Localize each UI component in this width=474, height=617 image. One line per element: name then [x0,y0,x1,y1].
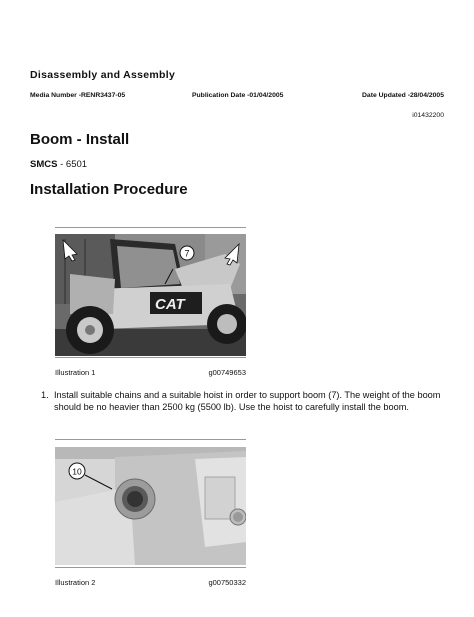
media-number: Media Number -RENR3437-05 [30,92,126,99]
illustration-2-caption [55,578,246,587]
illustration-1-top-rule [55,227,246,228]
date-updated: Date Updated -28/04/2005 [362,92,444,99]
illustration-1-caption [55,368,246,377]
illustration-2-bottom-rule [55,567,246,568]
illustration-1-image [55,234,246,356]
procedure-heading: Installation Procedure [30,181,188,198]
illustration-2-top-rule [55,439,246,440]
illustration-1-code: g00749653 [208,368,246,377]
smcs-code [30,159,87,170]
step-1-number: 1. [41,390,49,400]
step-1-text: Install suitable chains and a suitable hoist in order to support boom (7). The weight of the boom should be no heavier than 2500 kg (5500 lb). Use the hoist to carefully install the boom. [54,390,441,412]
smcs-separator: - [57,159,66,170]
page-title: Boom - Install [30,131,130,148]
smcs-label: SMCS [30,159,58,170]
illustration-1-bottom-rule [55,357,246,358]
illustration-1-label: Illustration 1 [55,368,96,377]
cat-decal: CAT [155,296,185,313]
illustration-1-callout: 7 [184,248,190,259]
illustration-2-label: Illustration 2 [55,578,96,587]
document-id: i01432200 [412,112,444,119]
illustration-2-image [55,447,246,565]
smcs-value: 6501 [65,159,88,170]
illustration-2-code: g00750332 [208,578,246,587]
publication-date: Publication Date -01/04/2005 [192,92,284,99]
section-title: Disassembly and Assembly [30,69,176,81]
illustration-2-callout: 10 [72,466,82,477]
